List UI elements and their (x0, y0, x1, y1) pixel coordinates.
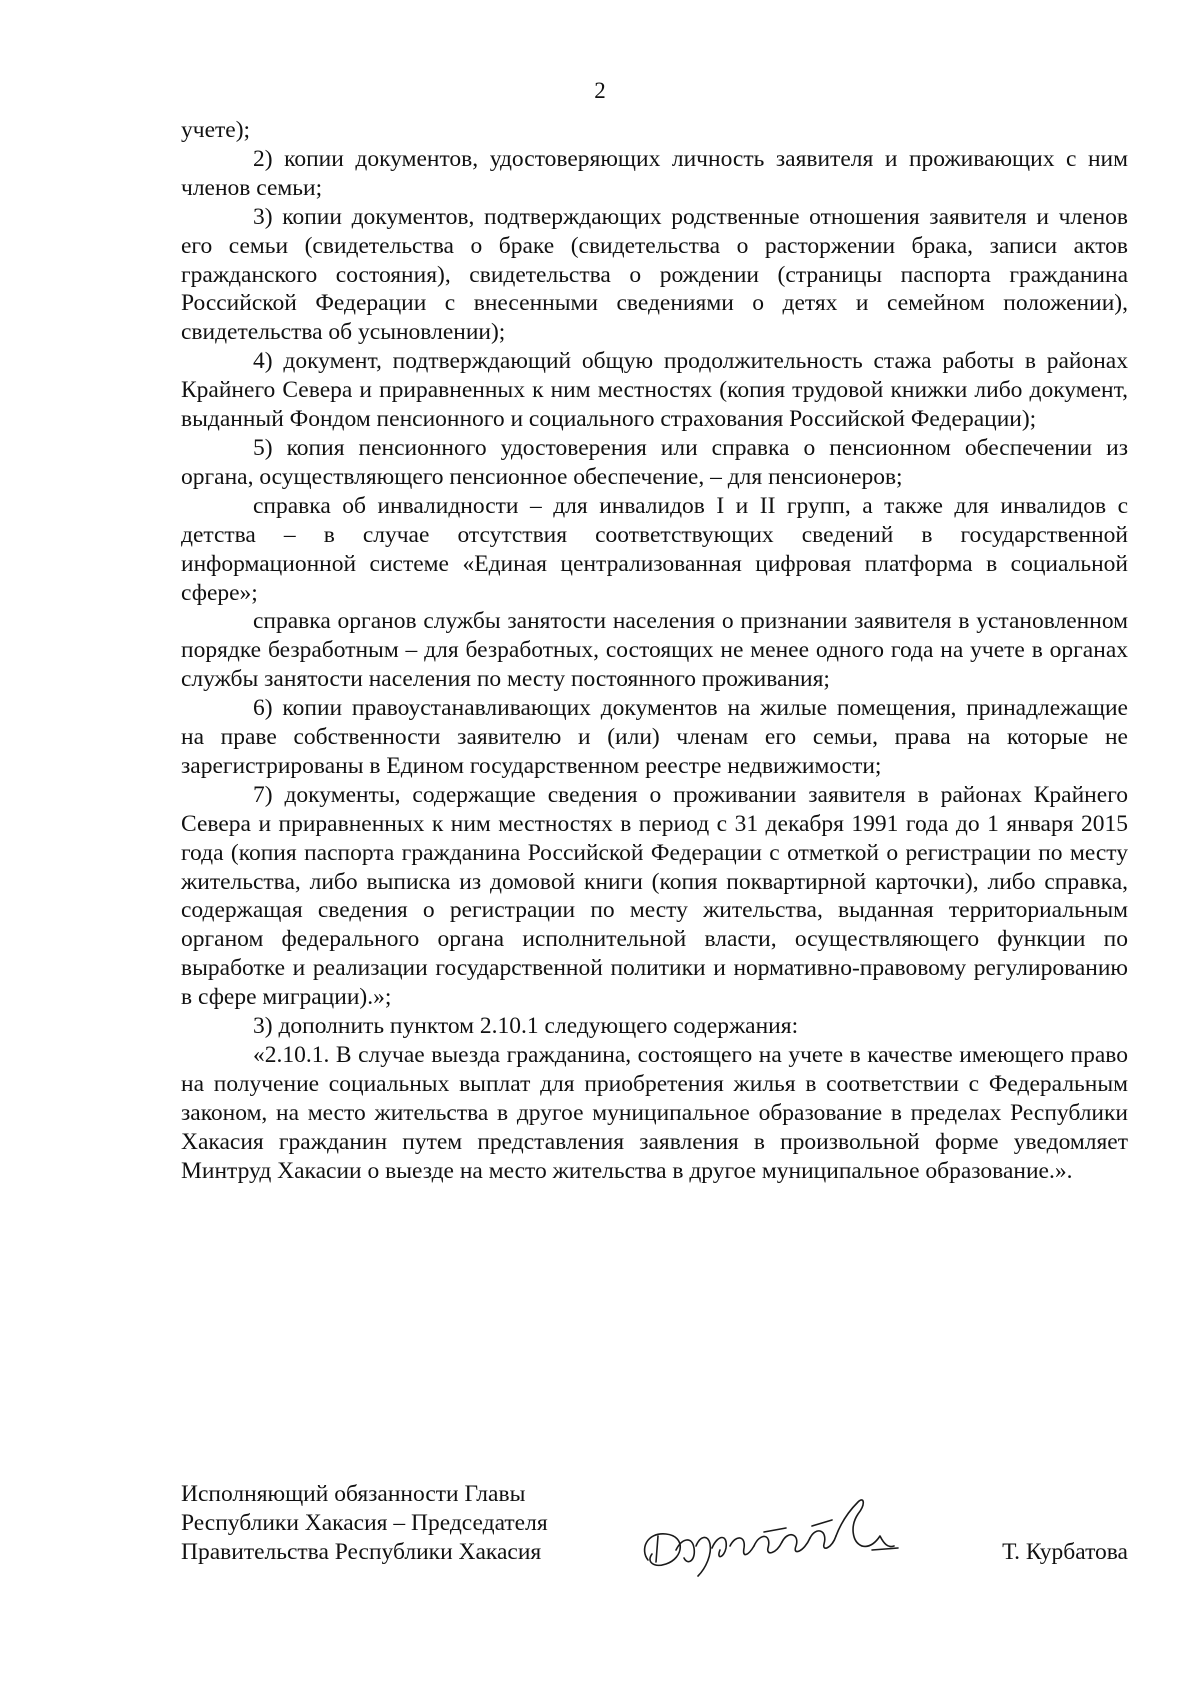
document-body (181, 116, 1128, 1186)
paragraph-amendment-3: 3) дополнить пунктом 2.10.1 следующего содержания: (253, 1013, 799, 1040)
paragraph-item-6: 6) копии правоустанавливающих документов на жилые помещения, принадлежащие на праве собственности заявителю и (или) членам его семьи, права на которые не зарегистрированы в Едином государственном реестре недвижимости; (181, 695, 1128, 779)
signer-position-line: Исполняющий обязанности Главы (181, 1481, 526, 1507)
page-number: 2 (594, 78, 606, 103)
signer-position (181, 1480, 641, 1567)
paragraph-item-2: 2) копии документов, удостоверяющих личность заявителя и проживающих с ним членов семьи; (181, 145, 1128, 201)
signature-block (181, 1480, 1128, 1590)
paragraph-item-7: 7) документы, содержащие сведения о проживании заявителя в районах Крайнего Севера и приравненных к ним местностях в период с 31 декабря 1991 года до 1 января 2015 года (копия паспорта гражданина Российской Федерации с отметкой о регистрации по месту жительства, либо выписка из домовой книги (копия поквартирной карточки), либо справка, содержащая сведения о регистрации по месту жительства, выданная территориальным органом федерального органа исполнительной власти, осуществляющего функции по выработке и реализации государственной политики и нормативно-правовому регулированию в сфере миграции).»; (181, 781, 1128, 1011)
paragraph-unemployment-certificate: справка органов службы занятости населения о признании заявителя в установленном порядке безработным – для безработных, состоящих не менее одного года на учете в органах службы занятости населения по месту постоянного проживания; (181, 608, 1128, 693)
paragraph-clause-2-10-1: «2.10.1. В случае выезда гражданина, состоящего на учете в качестве имеющего право на получение социальных выплат для приобретения жилья в соответствии с Федеральным законом, на место жительства в другое муниципальное образование в пределах Республики Хакасия гражданин путем представления заявления в произвольной форме уведомляет Минтруд Хакасии о выезде на место жительства в другое муниципальное образование.». (181, 1042, 1128, 1184)
paragraph-item-3: 3) копии документов, подтверждающих родственные отношения заявителя и членов его семьи (свидетельства о браке (свидетельства о расторжении брака, записи актов гражданского состояния), свидетельства о рождении (страницы паспорта гражданина Российской Федерации с внесенными сведениями о детях и семейном положении), свидетельства об усыновлении); (181, 203, 1128, 346)
handwritten-signature (636, 1490, 906, 1585)
signer-position-line: Республики Хакасия – Председателя (181, 1510, 548, 1536)
signer-name: Т. Курбатова (1002, 1539, 1128, 1565)
signer-position-line: Правительства Республики Хакасия (181, 1539, 542, 1565)
paragraph-continuation: учете); (181, 117, 251, 143)
paragraph-item-4: 4) документ, подтверждающий общую продолжительность стажа работы в районах Крайнего Севера и приравненных к ним местностях (копия трудовой книжки либо документ, выданный Фондом пенсионного и социального страхования Российской Федерации); (181, 348, 1128, 433)
paragraph-disability-certificate: справка об инвалидности – для инвалидов I и II групп, а также для инвалидов с детства – в случае отсутствия соответствующих сведений в государственной информационной системе «Единая централизованная цифровая платформа в социальной сфере»; (181, 492, 1128, 606)
paragraph-item-5: 5) копия пенсионного удостоверения или справка о пенсионном обеспечении из органа, осуществляющего пенсионное обеспечение, – для пенсионеров; (181, 434, 1128, 490)
